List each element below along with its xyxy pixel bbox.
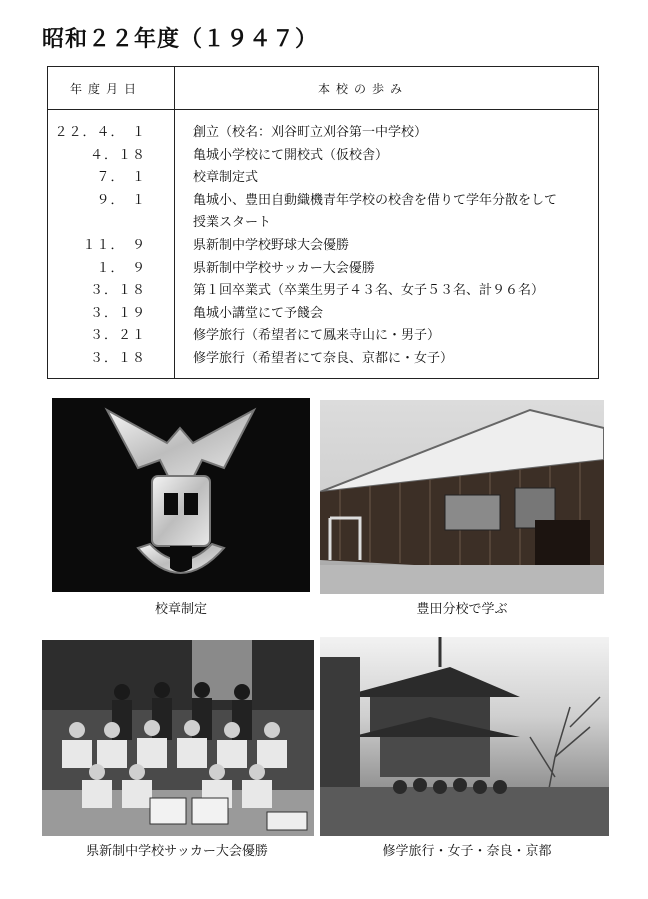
row-date: ４．１８ — [89, 147, 146, 163]
row-event: 亀城小、豊田自動織機青年学校の校舎を借りて学年分散をして — [193, 192, 558, 208]
photo-caption: 校章制定 — [154, 602, 207, 617]
row-date: ３．２１ — [89, 328, 146, 344]
photo-caption: 修学旅行・女子・奈良・京都 — [382, 844, 552, 859]
soccer-team-photo — [42, 640, 314, 836]
row-date: ７． １ — [96, 170, 146, 186]
page-title: 昭和２２年度（１９４７） — [42, 27, 319, 52]
team-image — [42, 640, 314, 836]
table-row — [48, 302, 598, 325]
column-header-event: 本校の歩み — [318, 82, 409, 96]
table-row — [48, 121, 598, 144]
table-row — [48, 166, 598, 189]
table-rows — [48, 121, 598, 370]
row-date: ９． １ — [96, 192, 146, 208]
row-event: 県新制中学校野球大会優勝 — [193, 237, 350, 253]
table-row — [48, 347, 598, 370]
row-event: 校章制定式 — [193, 170, 259, 186]
row-date: １１． ９ — [82, 237, 146, 253]
header-divider — [48, 109, 598, 110]
photo-caption: 豊田分校で学ぶ — [416, 602, 508, 617]
branch-school-photo — [320, 400, 604, 594]
table-row — [48, 279, 598, 302]
row-date: ３．１９ — [89, 305, 146, 321]
row-event: 授業スタート — [193, 215, 272, 231]
school-trip-photo — [320, 637, 609, 836]
emblem-photo — [52, 398, 310, 592]
row-event: 創立（校名：刈谷町立刈谷第一中学校） — [193, 125, 428, 140]
row-event: 第１回卒業式（卒業生男子４３名、女子５３名、計９６名） — [193, 283, 545, 299]
row-date: ２２．４． １ — [54, 125, 146, 140]
row-event: 修学旅行（希望者にて奈良、京都に・女子） — [193, 350, 454, 366]
row-event: 修学旅行（希望者にて鳳来寺山に・男子） — [193, 328, 441, 344]
history-table — [47, 66, 599, 379]
row-date: ３．１８ — [89, 350, 146, 366]
row-event: 亀城小講堂にて予餞会 — [193, 305, 324, 321]
table-row — [48, 324, 598, 347]
building-image — [320, 400, 604, 594]
row-date: １． ９ — [96, 260, 146, 276]
row-event: 亀城小学校にて開校式（仮校舎） — [193, 147, 389, 163]
table-row — [48, 257, 598, 280]
row-event: 県新制中学校サッカー大会優勝 — [193, 260, 375, 276]
table-row — [48, 234, 598, 257]
emblem-image — [52, 398, 310, 592]
table-row — [48, 144, 598, 167]
pagoda-image — [320, 637, 609, 836]
table-row — [48, 189, 598, 212]
photo-caption: 県新制中学校サッカー大会優勝 — [86, 844, 268, 859]
table-row — [48, 211, 598, 234]
column-header-date: 年度月日 — [70, 82, 143, 96]
row-date: ３．１８ — [89, 283, 146, 299]
